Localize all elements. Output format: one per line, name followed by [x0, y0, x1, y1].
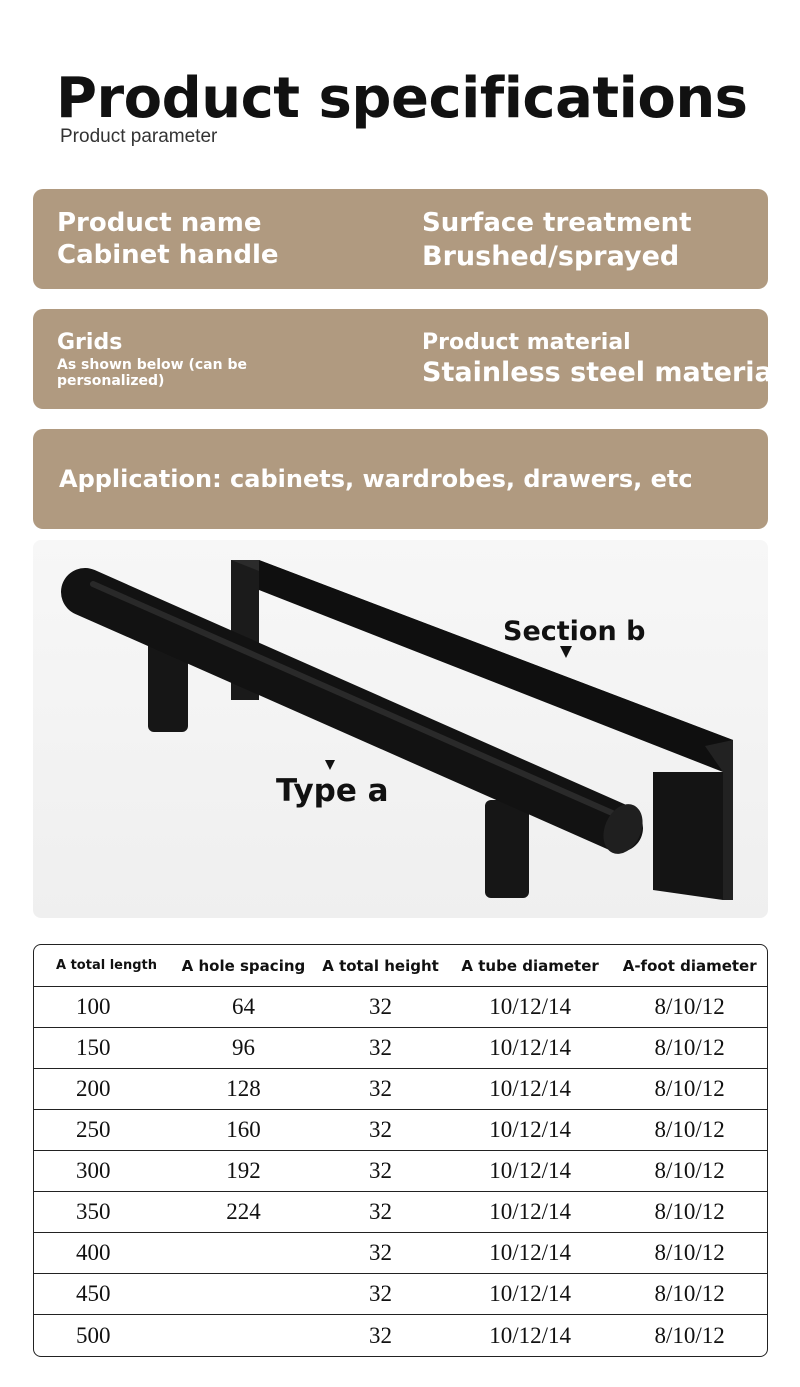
product-material-label: Product material [422, 330, 631, 355]
table-row [34, 1151, 767, 1192]
cell-foot: 8/10/12 [612, 1028, 767, 1069]
cell-length: 250 [34, 1110, 174, 1151]
section-b-handle [231, 560, 733, 900]
table-row [34, 987, 767, 1028]
cell-length: 450 [34, 1274, 174, 1315]
table-row [34, 1274, 767, 1315]
col-tube-diameter: A tube diameter [448, 945, 613, 987]
cell-spacing: 160 [174, 1110, 314, 1151]
cell-length: 500 [76, 1322, 111, 1348]
spec-card-grids-material [33, 309, 783, 409]
cell-tube: 10/12/14 [448, 1192, 613, 1233]
cell-length: 300 [34, 1151, 174, 1192]
cell-length: 350 [34, 1192, 174, 1233]
marker-b-icon [560, 646, 572, 658]
surface-treatment-value: Brushed/sprayed [422, 241, 680, 272]
col-foot-diameter: A-foot diameter [612, 945, 767, 987]
cell-spacing [174, 1315, 314, 1356]
cell-height: 32 [313, 1192, 448, 1233]
col-hole-spacing: A hole spacing [174, 945, 314, 987]
grids-label: Grids [57, 330, 123, 355]
cell-tube: 10/12/14 [448, 1274, 613, 1315]
table-row [34, 1233, 767, 1274]
table-row [34, 1069, 767, 1110]
cell-length: 150 [34, 1028, 174, 1069]
product-material-value: Stainless steel material [422, 357, 783, 388]
type-a-label: Type a [276, 773, 389, 809]
cell-height: 32 [369, 1322, 393, 1348]
cell-height: 32 [313, 1069, 448, 1110]
cell-spacing: 224 [174, 1192, 314, 1233]
cell-length: 200 [34, 1069, 174, 1110]
cell-tube: 10/12/14 [448, 1233, 613, 1274]
cell-foot: 8/10/12 [612, 1274, 767, 1315]
product-name-value: Cabinet handle [57, 240, 279, 270]
spec-card-name-surface [33, 189, 768, 289]
cell-tube: 10/12/14 [448, 1069, 613, 1110]
product-photo [33, 540, 768, 918]
page-subtitle: Product parameter [60, 126, 218, 147]
table-row [34, 1028, 767, 1069]
grids-note: As shown below (can be personalized) [57, 357, 247, 389]
cell-height: 32 [313, 987, 448, 1028]
marker-a-icon [325, 760, 335, 770]
spec-card-application [33, 429, 768, 529]
page-title: Product specifications [56, 66, 748, 131]
table-row [34, 1315, 767, 1356]
cell-height: 32 [313, 1028, 448, 1069]
cell-tube: 10/12/14 [489, 1322, 571, 1348]
cell-length: 400 [34, 1233, 174, 1274]
cell-spacing [174, 1274, 314, 1315]
cell-height: 32 [313, 1151, 448, 1192]
cell-foot: 8/10/12 [612, 1110, 767, 1151]
cell-spacing: 96 [174, 1028, 314, 1069]
cell-foot: 8/10/12 [612, 1151, 767, 1192]
cell-spacing [174, 1233, 314, 1274]
table-row [34, 1110, 767, 1151]
surface-treatment-label: Surface treatment [422, 208, 692, 238]
cell-foot: 8/10/12 [612, 1192, 767, 1233]
cell-spacing: 64 [174, 987, 314, 1028]
product-name-label: Product name [57, 208, 262, 238]
cell-length: 100 [34, 987, 174, 1028]
cell-tube: 10/12/14 [448, 1028, 613, 1069]
spec-table [33, 944, 768, 1357]
cell-tube: 10/12/14 [448, 1110, 613, 1151]
col-total-length: A total length [34, 945, 174, 987]
table-row [34, 1192, 767, 1233]
handle-illustration [33, 540, 768, 918]
cell-foot: 8/10/12 [654, 1322, 725, 1348]
cell-spacing: 192 [174, 1151, 314, 1192]
table-header-row [34, 945, 767, 987]
cell-height: 32 [313, 1274, 448, 1315]
cell-tube: 10/12/14 [448, 987, 613, 1028]
cell-height: 32 [313, 1110, 448, 1151]
section-b-label: Section b [503, 616, 646, 647]
cell-tube: 10/12/14 [448, 1151, 613, 1192]
col-total-height: A total height [313, 945, 448, 987]
cell-height: 32 [313, 1233, 448, 1274]
cell-foot: 8/10/12 [612, 1233, 767, 1274]
cell-foot: 8/10/12 [612, 987, 767, 1028]
cell-foot: 8/10/12 [612, 1069, 767, 1110]
application-text: Application: cabinets, wardrobes, drawers, etc [59, 465, 693, 493]
cell-spacing: 128 [174, 1069, 314, 1110]
